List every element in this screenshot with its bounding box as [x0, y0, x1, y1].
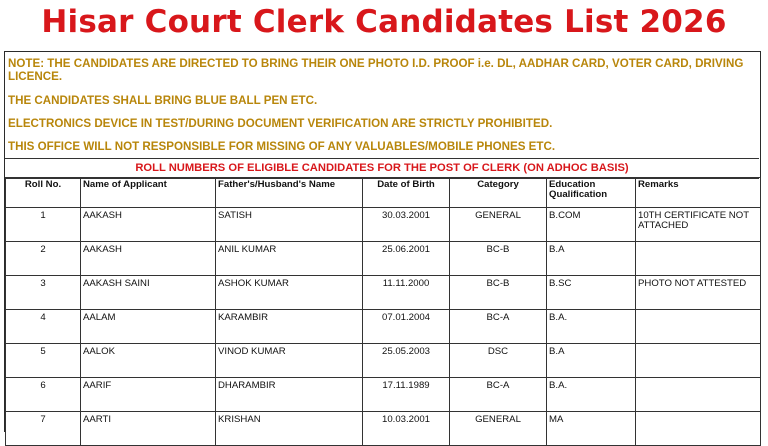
note-valuables: THIS OFFICE WILL NOT RESPONSIBLE FOR MISSING OF ANY VALUABLES/MOBILE PHONES ETC.: [8, 140, 556, 153]
cell-remarks: [636, 310, 761, 344]
cell-father-name: KRISHAN: [216, 412, 363, 446]
table-row: [6, 242, 761, 276]
cell-roll-no: 5: [6, 344, 81, 378]
cell-father-name: DHARAMBIR: [216, 378, 363, 412]
cell-education: B.A.: [547, 310, 636, 344]
table-row: [6, 208, 761, 242]
cell-roll-no: 2: [6, 242, 81, 276]
note-id-proof: NOTE: THE CANDIDATES ARE DIRECTED TO BRING THEIR ONE PHOTO I.D. PROOF i.e. DL, AADHAR CARD, VOTER CARD, DRIVING LICENCE.: [8, 57, 744, 83]
table-row: [6, 344, 761, 378]
candidates-table: [5, 177, 761, 446]
cell-education: B.A.: [547, 378, 636, 412]
cell-dob: 25.05.2003: [363, 344, 450, 378]
cell-category: BC-A: [450, 378, 547, 412]
cell-roll-no: 4: [6, 310, 81, 344]
table-row: [6, 310, 761, 344]
note-ball-pen: THE CANDIDATES SHALL BRING BLUE BALL PEN ETC.: [8, 94, 318, 107]
list-banner: ROLL NUMBERS OF ELIGIBLE CANDIDATES FOR THE POST OF CLERK (ON ADHOC BASIS): [5, 158, 759, 179]
cell-applicant-name: AAKASH: [81, 208, 216, 242]
cell-father-name: ANIL KUMAR: [216, 242, 363, 276]
header-category: Category: [450, 178, 547, 208]
cell-category: DSC: [450, 344, 547, 378]
candidates-sheet: [4, 51, 761, 432]
cell-category: GENERAL: [450, 412, 547, 446]
cell-remarks: [636, 378, 761, 412]
cell-education: B.SC: [547, 276, 636, 310]
cell-remarks: [636, 344, 761, 378]
cell-education: B.A: [547, 344, 636, 378]
table-header-row: [6, 178, 761, 208]
cell-dob: 17.11.1989: [363, 378, 450, 412]
cell-education: MA: [547, 412, 636, 446]
cell-father-name: KARAMBIR: [216, 310, 363, 344]
header-remarks: Remarks: [636, 178, 761, 208]
cell-father-name: VINOD KUMAR: [216, 344, 363, 378]
cell-applicant-name: AARIF: [81, 378, 216, 412]
cell-education: B.COM: [547, 208, 636, 242]
table-row: [6, 378, 761, 412]
cell-father-name: ASHOK KUMAR: [216, 276, 363, 310]
cell-remarks: 10TH CERTIFICATE NOT ATTACHED: [636, 208, 761, 242]
cell-dob: 30.03.2001: [363, 208, 450, 242]
table-row: [6, 276, 761, 310]
header-father-name: Father's/Husband's Name: [216, 178, 363, 208]
cell-remarks: [636, 412, 761, 446]
cell-applicant-name: AAKASH: [81, 242, 216, 276]
cell-category: BC-B: [450, 276, 547, 310]
cell-dob: 25.06.2001: [363, 242, 450, 276]
cell-roll-no: 1: [6, 208, 81, 242]
cell-education: B.A: [547, 242, 636, 276]
cell-category: BC-A: [450, 310, 547, 344]
cell-applicant-name: AAKASH SAINI: [81, 276, 216, 310]
note-electronics: ELECTRONICS DEVICE IN TEST/DURING DOCUMENT VERIFICATION ARE STRICTLY PROHIBITED.: [8, 117, 553, 130]
cell-category: BC-B: [450, 242, 547, 276]
header-applicant-name: Name of Applicant: [81, 178, 216, 208]
cell-category: GENERAL: [450, 208, 547, 242]
cell-remarks: [636, 242, 761, 276]
cell-remarks: PHOTO NOT ATTESTED: [636, 276, 761, 310]
header-roll-no: Roll No.: [6, 178, 81, 208]
cell-dob: 07.01.2004: [363, 310, 450, 344]
page-title: Hisar Court Clerk Candidates List 2026: [41, 4, 727, 40]
cell-applicant-name: AARTI: [81, 412, 216, 446]
header-dob: Date of Birth: [363, 178, 450, 208]
cell-applicant-name: AALAM: [81, 310, 216, 344]
cell-dob: 11.11.2000: [363, 276, 450, 310]
cell-roll-no: 3: [6, 276, 81, 310]
cell-roll-no: 6: [6, 378, 81, 412]
table-row: [6, 412, 761, 446]
header-education: Education Qualification: [547, 178, 636, 208]
cell-applicant-name: AALOK: [81, 344, 216, 378]
cell-father-name: SATISH: [216, 208, 363, 242]
cell-roll-no: 7: [6, 412, 81, 446]
cell-dob: 10.03.2001: [363, 412, 450, 446]
